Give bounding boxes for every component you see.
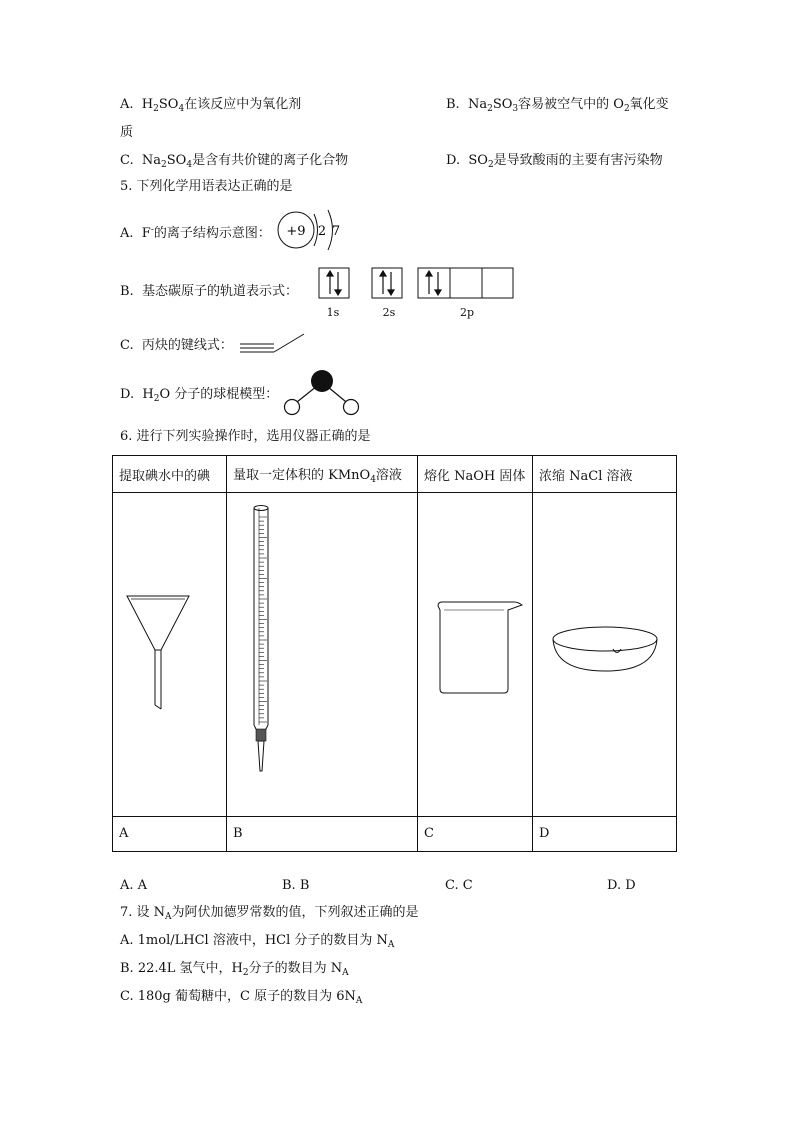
funnel-icon (113, 493, 227, 814)
q5-option-c: C. 丙炔的键线式： (120, 338, 233, 353)
q6-choice-c: C. C (445, 878, 473, 893)
q7-option-b: B. 22.4L 氢气中，$H_2$分子的数目为 $N_A$ (120, 961, 349, 978)
letter-d: D (533, 816, 677, 851)
beaker-icon (418, 493, 533, 814)
cell-burette (227, 493, 418, 817)
shell-1-electrons: 2 (317, 224, 327, 239)
hydrogen-atom (285, 400, 300, 415)
q7-stem: 7. 设 $N_A$为阿伏加德罗常数的值，下列叙述正确的是 (120, 905, 419, 922)
q6-choice-b: B. B (282, 878, 310, 893)
header-melt-naoh: 熔化 NaOH 固体 (418, 456, 533, 493)
shell-2-electrons: 7 (331, 224, 341, 239)
orbital-2s (372, 268, 402, 298)
q7-option-c: C. 180g 葡萄糖中，C 原子的数目为 $6N_A$ (120, 989, 363, 1006)
q7-option-a: A. 1mol/LHCl 溶液中，HCl 分子的数目为 $N_A$ (120, 933, 395, 950)
letter-a: A (113, 816, 227, 851)
label-2s: 2s (382, 306, 396, 319)
water-ball-stick-model (280, 366, 364, 418)
q5-stem: 5. 下列化学用语表达正确的是 (120, 179, 293, 194)
q4-option-b: B. $Na_2SO_3$容易被空气中的 $O_2$氧化变 (446, 97, 669, 114)
fluoride-ion-structure-diagram (276, 206, 346, 254)
q5-option-a: A. F-的离子结构示意图： (120, 225, 271, 241)
orbital-1s (319, 268, 349, 298)
label-1s: 1s (326, 306, 340, 319)
orbital-2p-2 (450, 268, 482, 298)
propyne-skeletal-formula (238, 330, 308, 360)
q6-choice-d: D. D (607, 878, 636, 893)
q4-option-c: C. $Na_2SO_4$是含有共价键的离子化合物 (120, 153, 349, 170)
letter-c: C (418, 816, 533, 851)
header-concentrate-nacl: 浓缩 NaCl 溶液 (533, 456, 677, 493)
q6-choice-a: A. A (120, 878, 148, 893)
cell-beaker (418, 493, 533, 817)
apparatus-table (112, 455, 677, 852)
header-extract-iodine: 提取碘水中的碘 (113, 456, 227, 493)
orbital-2p-1 (418, 268, 450, 298)
orbital-2p-3 (482, 268, 513, 298)
q4-option-b-wrap: 质 (120, 125, 134, 140)
q5-option-d: D. $H_2O$ 分子的球棍模型： (120, 387, 279, 404)
q4-option-d: D. $SO_2$是导致酸雨的主要有害污染物 (446, 153, 663, 170)
letter-b: B (227, 816, 418, 851)
q5-option-b: B. 基态碳原子的轨道表示式： (120, 284, 298, 299)
carbon-orbital-diagram (318, 267, 514, 301)
nucleus-charge: +9 (286, 224, 306, 239)
cell-funnel (113, 493, 227, 817)
q4-option-a: A. $H_2SO_4$在该反应中为氧化剂 (120, 97, 302, 114)
q6-stem: 6. 进行下列实验操作时，选用仪器正确的是 (120, 429, 371, 444)
label-2p: 2p (459, 306, 475, 319)
burette-icon (227, 493, 418, 814)
header-measure-kmno4: 量取一定体积的 KMnO$_4$溶液 (227, 456, 418, 493)
evaporating-dish-icon (533, 493, 677, 814)
hydrogen-atom (344, 400, 359, 415)
cell-evaporating-dish (533, 493, 677, 817)
oxygen-atom (311, 370, 333, 392)
